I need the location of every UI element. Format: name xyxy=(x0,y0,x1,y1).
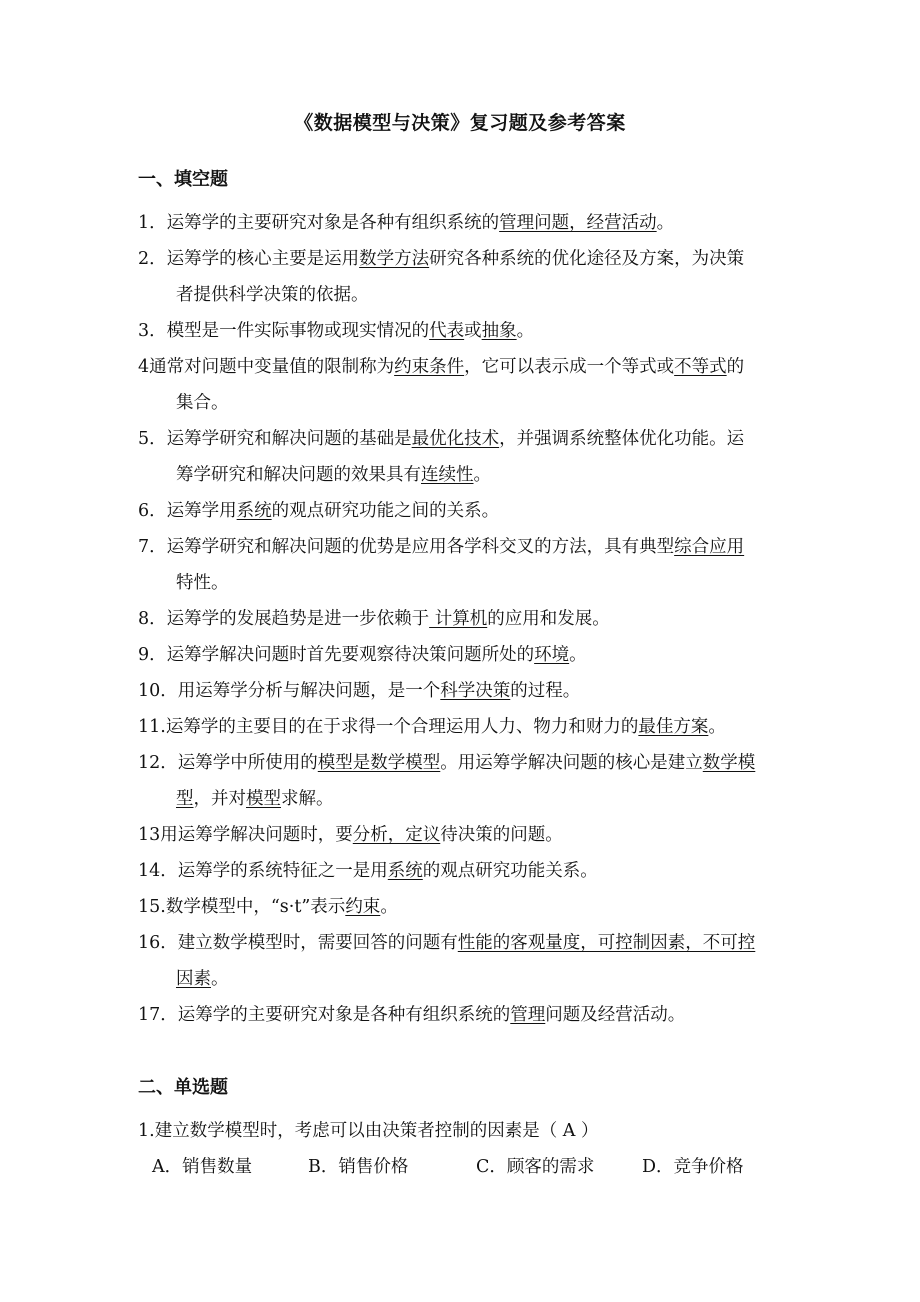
item-text: 或 xyxy=(464,321,482,341)
answer-underline: 模型是数学模型 xyxy=(317,753,441,773)
item-text: 筹学研究和解决问题的效果具有 xyxy=(176,465,421,485)
item-text: 研究各种系统的优化途径及方案，为决策 xyxy=(429,249,745,269)
item-text: 17．运筹学的主要研究对象是各种有组织系统的 xyxy=(138,1005,511,1025)
item-text: 3．模型是一件实际事物或现实情况的 xyxy=(138,321,430,341)
fill-in-question-list xyxy=(138,205,920,1033)
item-text: 6．运筹学用 xyxy=(138,501,237,521)
fill-in-item-11 xyxy=(138,709,786,745)
item-text: 2．运筹学的核心主要是运用 xyxy=(138,249,360,269)
answer-underline: 抽象 xyxy=(481,321,517,341)
fill-in-item-3 xyxy=(138,313,786,349)
option-d: D．竞争价格 xyxy=(642,1157,744,1177)
item-text: 4通常对问题中变量值的限制称为 xyxy=(138,357,395,377)
item-text: 的应用和发展。 xyxy=(487,609,610,629)
item-text: 问题及经营活动。 xyxy=(545,1005,686,1025)
answer-underline: 系统 xyxy=(387,861,423,881)
answer-underline: 分析，定议 xyxy=(352,825,441,845)
item-text: 集合。 xyxy=(176,393,229,413)
fill-in-item-6 xyxy=(138,493,786,529)
item-text: 。 xyxy=(656,213,675,233)
answer-options xyxy=(138,1149,920,1185)
answer-underline: 数学方法 xyxy=(359,249,430,269)
question-stem: 1.建立数学模型时，考虑可以由决策者控制的因素是（ A ） xyxy=(138,1121,599,1141)
answer-underline: 约束 xyxy=(345,897,381,917)
fill-in-item-4 xyxy=(138,349,786,421)
item-continuation xyxy=(138,277,786,313)
item-text: 10．用运筹学分析与解决问题，是一个 xyxy=(138,681,441,701)
item-text: 。 xyxy=(569,645,587,665)
fill-in-item-7 xyxy=(138,529,786,601)
answer-underline: 型 xyxy=(176,789,194,809)
section-heading-single-choice: 二、单选题 xyxy=(138,1077,228,1098)
fill-in-item-13 xyxy=(138,817,786,853)
item-text: 13用运筹学解决问题时，要 xyxy=(138,825,353,845)
item-text: 。 xyxy=(516,321,535,341)
option-c: C．顾客的需求 xyxy=(476,1157,595,1177)
item-continuation xyxy=(138,385,786,421)
item-text: 待决策的问题。 xyxy=(440,825,563,845)
item-text: 的 xyxy=(726,357,745,377)
answer-underline: 数学模 xyxy=(702,753,756,773)
answer-underline: 环境 xyxy=(534,645,570,665)
answer-underline: 模型 xyxy=(246,789,281,809)
item-text: 的观点研究功能关系。 xyxy=(422,861,598,881)
item-text: 。 xyxy=(708,717,726,737)
item-text: 者提供科学决策的依据。 xyxy=(176,285,369,305)
item-text: 1．运筹学的主要研究对象是各种有组织系统的 xyxy=(138,213,500,233)
fill-in-item-10 xyxy=(138,673,786,709)
item-text: 求解。 xyxy=(281,789,334,809)
item-continuation xyxy=(138,781,786,817)
item-text: ，并强调系统整体优化功能。运 xyxy=(499,429,745,449)
answer-underline: 最佳方案 xyxy=(638,717,709,737)
item-continuation xyxy=(138,457,786,493)
item-text: ，它可以表示成一个等式或 xyxy=(464,357,675,377)
section-spacer xyxy=(138,1033,920,1073)
answer-underline: 计算机 xyxy=(429,609,488,629)
fill-in-item-8 xyxy=(138,601,786,637)
item-text: 特性。 xyxy=(176,573,229,593)
fill-in-item-2 xyxy=(138,241,786,313)
item-text: 。 xyxy=(473,465,491,485)
item-text: 7．运筹学研究和解决问题的优势是应用各学科交叉的方法，具有典型 xyxy=(138,537,675,557)
option-a: A．销售数量 xyxy=(152,1157,253,1177)
fill-in-item-1 xyxy=(138,205,786,241)
answer-underline: 因素 xyxy=(176,969,211,989)
item-text: 。用运筹学解决问题的核心是建立 xyxy=(440,753,703,773)
answer-underline: 约束条件 xyxy=(394,357,465,377)
item-text: 15.数学模型中，“s·t”表示 xyxy=(138,897,346,917)
answer-underline: 性能的客观量度，可控制因素，不可控 xyxy=(457,933,756,953)
item-text: 的观点研究功能之间的关系。 xyxy=(271,501,500,521)
item-text: 11.运筹学的主要目的在于求得一个合理运用人力、物力和财力的 xyxy=(138,717,639,737)
item-continuation xyxy=(138,565,786,601)
item-text: 8．运筹学的发展趋势是进一步依赖于 xyxy=(138,609,430,629)
item-text: 16．建立数学模型时，需要回答的问题有 xyxy=(138,933,458,953)
fill-in-item-16 xyxy=(138,925,786,997)
item-text: 的过程。 xyxy=(510,681,581,701)
fill-in-item-14 xyxy=(138,853,786,889)
fill-in-item-17 xyxy=(138,997,786,1033)
answer-underline: 科学决策 xyxy=(440,681,511,701)
answer-underline: 连续性 xyxy=(421,465,474,485)
answer-underline: 系统 xyxy=(236,501,272,521)
single-choice-question-1 xyxy=(138,1113,786,1149)
answer-underline: 代表 xyxy=(429,321,465,341)
answer-underline: 最优化技术 xyxy=(411,429,500,449)
section-heading-fill-in: 一、填空题 xyxy=(138,169,228,190)
item-text: ，并对 xyxy=(193,789,246,809)
item-text: 9．运筹学解决问题时首先要观察待决策问题所处的 xyxy=(138,645,535,665)
answer-underline: 管理问题，经营活动 xyxy=(499,213,657,233)
fill-in-item-12 xyxy=(138,745,786,817)
answer-underline: 管理 xyxy=(510,1005,546,1025)
answer-underline: 不等式 xyxy=(674,357,727,377)
item-text: 14．运筹学的系统特征之一是用 xyxy=(138,861,388,881)
document-title: 《数据模型与决策》复习题及参考答案 xyxy=(294,112,626,134)
item-text: 。 xyxy=(380,897,398,917)
option-b: B．销售价格 xyxy=(308,1157,409,1177)
item-continuation xyxy=(138,961,786,997)
item-text: 。 xyxy=(211,969,229,989)
fill-in-item-5 xyxy=(138,421,786,493)
fill-in-item-9 xyxy=(138,637,786,673)
item-text: 5．运筹学研究和解决问题的基础是 xyxy=(138,429,412,449)
fill-in-item-15 xyxy=(138,889,786,925)
item-text: 12．运筹学中所使用的 xyxy=(138,753,318,773)
answer-underline: 综合应用 xyxy=(674,537,745,557)
